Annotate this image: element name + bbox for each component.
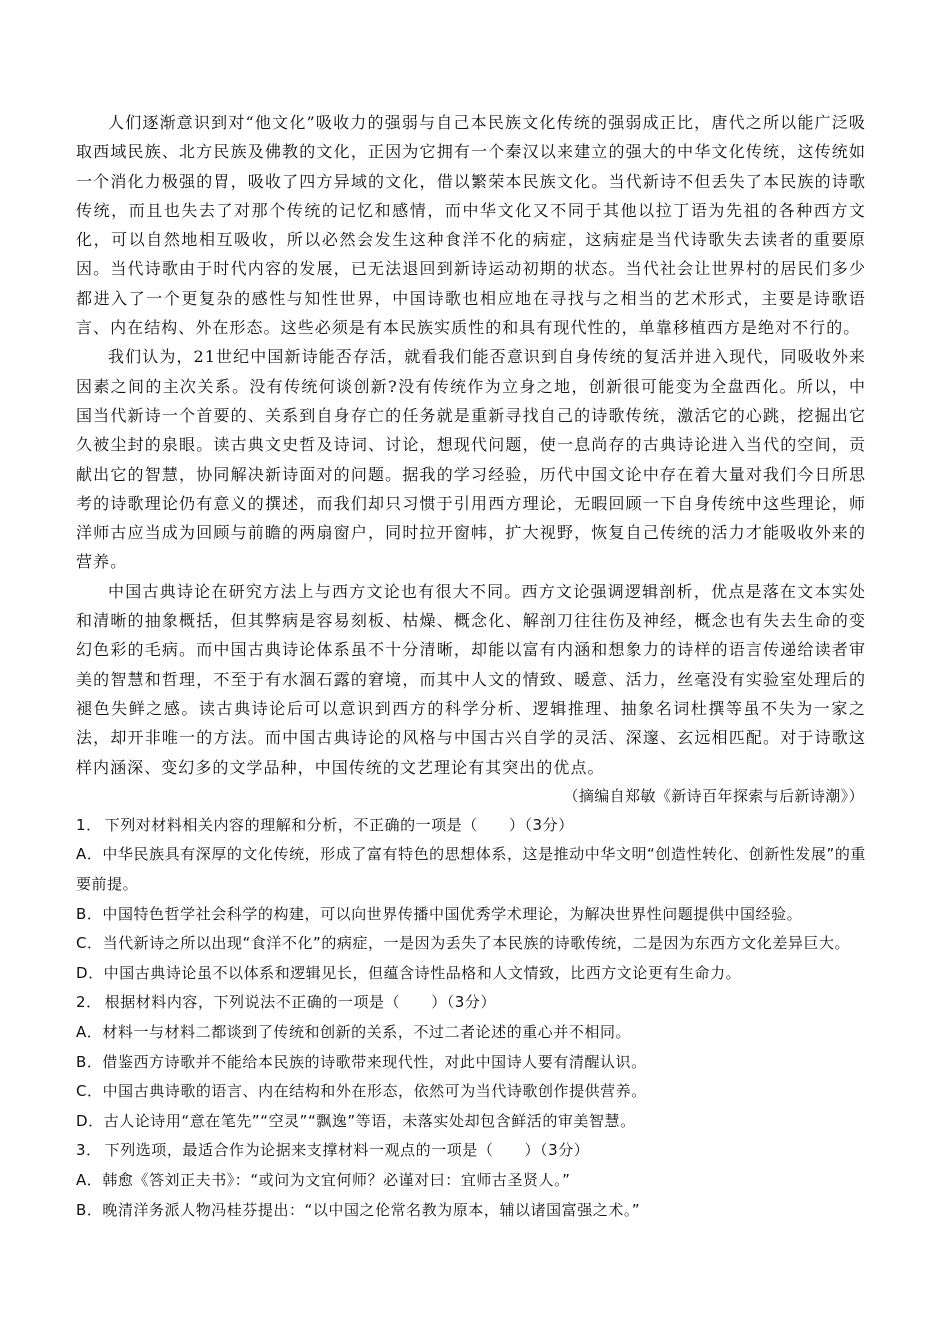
question-text: 下列选项，最适合作为论据来支撑材料一观点的一项是（ ）（3分）: [104, 1141, 590, 1160]
question-number: 1．: [76, 815, 102, 834]
reading-passage: [76, 108, 866, 782]
option-c: C．中国古典诗歌的语言、内在结构和外在形态，依然可为当代诗歌创作提供营养。: [76, 1082, 647, 1101]
passage-paragraph: 中国古典诗论在研究方法上与西方文论也有很大不同。西方文论强调逻辑剖析，优点是落在文本实处和清晰的抽象概括，但其弊病是容易刻板、枯燥、概念化、解剖刀往往伤及神经，概念也有失去生命的变幻色彩的毛病。而中国古典诗论体系虽不十分清晰，却能以富有内涵和想象力的诗样的语言传递给读者审美的智慧和哲理，不至于有水涸石露的窘境，而其中人文的情致、暖意、活力，丝毫没有实验室处理后的褪色失鲜之感。读古典诗论后可以意识到西方的科学分析、逻辑推理、抽象名词杜撰等虽不失为一家之法，却开非唯一的方法。而中国古典诗论的风格与中国古兴自学的灵活、深邃、玄远相匹配。对于诗歌这样内涵深、变幻多的文学品种，中国传统的文艺理论有其突出的优点。: [76, 581, 866, 777]
question-stem: [76, 988, 866, 1018]
option-c: C．当代新诗之所以出现“食洋不化”的病症，一是因为丢失了本民族的诗歌传统，二是因为东西方文化差异巨大。: [76, 934, 851, 953]
exam-page: [76, 108, 866, 1225]
question-1: [76, 811, 866, 989]
question-list: [76, 811, 866, 1225]
question-3: [76, 1136, 866, 1225]
question-text: 根据材料内容，下列说法不正确的一项是（ ）（3分）: [104, 993, 497, 1012]
question-number: 3．: [76, 1141, 102, 1160]
question-stem: [76, 1136, 866, 1166]
passage-source: （摘编自郑敏《新诗百年探索与后新诗潮》）: [563, 786, 864, 805]
option-a: A．韩愈《答刘正夫书》：“或问为文宜何师？必谨对曰：宜师古圣贤人。”: [76, 1170, 571, 1189]
passage-paragraph: 人们逐渐意识到对“他文化”吸收力的强弱与自己本民族文化传统的强弱成正比，唐代之所以能广泛吸取西域民族、北方民族及佛教的文化，正因为它拥有一个秦汉以来建立的强大的中华文化传统，这传统如一个消化力极强的胃，吸收了四方异域的文化，借以繁荣本民族文化。当代新诗不但丢失了本民族的诗歌传统，而且也失去了对那个传统的记忆和感情，而中华文化又不同于其他以拉丁语为先祖的各种西方文化，可以自然地相互吸收，所以必然会发生这种食洋不化的病症，这病症是当代诗歌失去读者的重要原因。当代诗歌由于时代内容的发展，已无法退回到新诗运动初期的状态。当代社会让世界村的居民们多少都进入了一个更复杂的感性与知性世界，中国诗歌也相应地在寻找与之相当的艺术形式，主要是诗歌语言、内在结构、外在形态。这些必须是有本民族实质性的和具有现代性的，单靠移植西方是绝对不行的。: [76, 113, 866, 338]
option-d: D．古人论诗用“意在笔先”“空灵”“飘逸”等语，未落实处却包含鲜活的审美智慧。: [76, 1111, 636, 1130]
option-a: A．中华民族具有深厚的文化传统，形成了富有特色的思想体系，这是推动中华文明“创造性转化、创新性发展”的重要前提。: [76, 845, 866, 894]
passage-paragraph: 我们认为，21世纪中国新诗能否存活，就看我们能否意识到自身传统的复活并进入现代，同吸收外来因素之间的主次关系。没有传统何谈创新?没有传统作为立身之地，创新很可能变为全盘西化。所以，中国当代新诗一个首要的、关系到自身存亡的任务就是重新寻找自己的诗歌传统，激活它的心跳，挖掘出它久被尘封的泉眼。读古典文史哲及诗词、讨论，想现代问题，使一息尚存的古典诗论进入当代的空间，贡献出它的智慧，协同解决新诗面对的问题。据我的学习经验，历代中国文论中存在着大量对我们今日所思考的诗歌理论仍有意义的撰述，而我们却只习惯于引用西方理论，无暇回顾一下自身传统中这些理论，师洋师古应当成为回顾与前瞻的两扇窗户，同时拉开窗帏，扩大视野，恢复自己传统的活力才能吸收外来的营养。: [76, 347, 866, 572]
option-b: B．晚清洋务派人物冯桂芬提出：“以中国之伦常名教为原本，辅以诸国富强之术。”: [76, 1200, 641, 1219]
question-number: 2．: [76, 993, 102, 1012]
question-2: [76, 988, 866, 1136]
question-stem: [76, 811, 866, 841]
question-text: 下列对材料相关内容的理解和分析，不正确的一项是（ ）（3分）: [104, 815, 574, 834]
option-b: B．借鉴西方诗歌并不能给本民族的诗歌带来现代性，对此中国诗人要有清醒认识。: [76, 1052, 647, 1071]
option-a: A．材料一与材料二都谈到了传统和创新的关系，不过二者论述的重心并不相同。: [76, 1022, 632, 1041]
option-d: D．中国古典诗论虽不以体系和逻辑见长，但蕴含诗性品格和人文情致，比西方文论更有生命力。: [76, 963, 742, 982]
option-b: B．中国特色哲学社会科学的构建，可以向世界传播中国优秀学术理论，为解决世界性问题提供中国经验。: [76, 904, 803, 923]
